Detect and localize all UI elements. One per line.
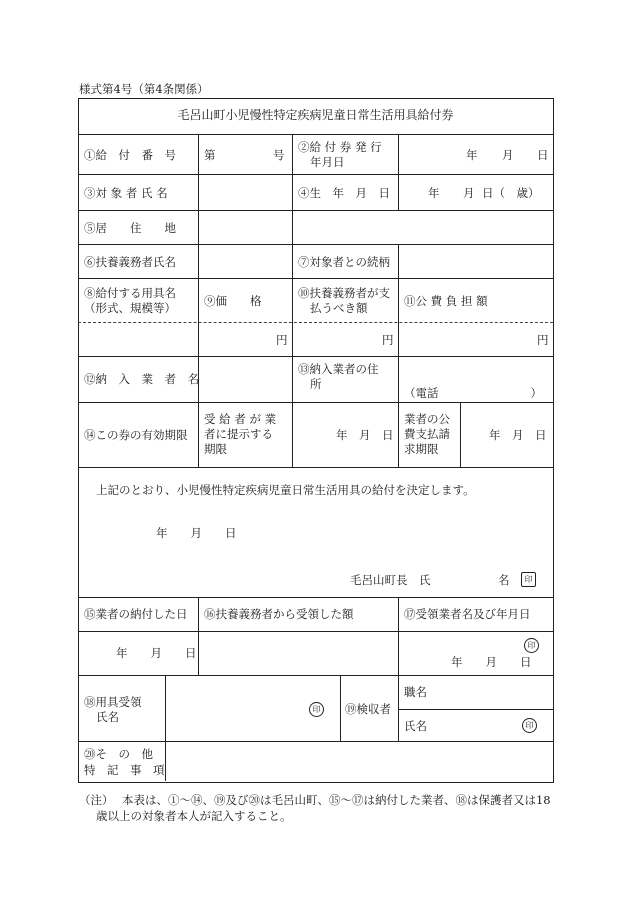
rule xyxy=(198,597,199,675)
label-supplier-address-2: 所 xyxy=(310,377,322,391)
form-number: 様式第4号（第4条関係） xyxy=(79,82,209,96)
rule xyxy=(78,631,553,632)
rule xyxy=(165,675,166,781)
seal-mark: 印 xyxy=(522,718,537,733)
dashed-rule xyxy=(78,322,553,323)
label-go: 号 xyxy=(273,148,285,162)
label-grant-number: ①給 付 番 号 xyxy=(84,148,176,162)
label-claim-deadline-1: 業者の公 xyxy=(404,412,450,426)
label-phone: （電話 ） xyxy=(404,386,542,400)
rule xyxy=(78,597,553,598)
rule xyxy=(78,134,553,135)
rule xyxy=(78,278,553,279)
rule xyxy=(78,174,553,175)
label-residence: ⑤居 住 地 xyxy=(84,221,176,235)
rule xyxy=(78,402,553,403)
rule xyxy=(398,675,399,741)
rule xyxy=(198,402,199,467)
rule xyxy=(292,134,293,467)
label-day-age: 日（ 歳） xyxy=(482,186,540,200)
form-title: 毛呂山町小児慢性特定疾病児童日常生活用具給付券 xyxy=(177,108,454,122)
label-receiving-supplier: ⑰受領業者名及び年月日 xyxy=(404,607,531,621)
seal-mark: 印 xyxy=(521,572,536,587)
label-guardian-pay-2: 払うべき額 xyxy=(310,301,368,315)
mayor-label: 毛呂山町長 氏 xyxy=(350,573,431,587)
decision-text: 上記のとおり、小児慢性特定疾病児童日常生活用具の給付を決定します。 xyxy=(96,483,475,497)
label-claim-deadline-2: 費支払請 xyxy=(404,427,450,441)
rule xyxy=(398,709,553,710)
label-other-2: 特 記 事 項 xyxy=(84,763,165,777)
yen-unit: 円 xyxy=(537,333,549,347)
label-month: 月 xyxy=(502,148,514,162)
label-present-deadline-3: 期限 xyxy=(204,442,227,456)
label-year: 年 xyxy=(466,148,478,162)
label-public-burden: ⑪公 費 負 担 額 xyxy=(404,294,488,308)
label-inspector-name: 氏名 xyxy=(404,719,427,733)
note-line-1: 本表は、①〜⑭、⑲及び⑳は毛呂山町、⑮〜⑰は納付した業者、⑱は保護者又は18 xyxy=(122,793,551,807)
label-year: 年 xyxy=(428,186,440,200)
label-supplier-address-1: ⑬納入業者の住 xyxy=(298,362,379,376)
label-issue-date-1: ②給 付 券 発 行 xyxy=(298,140,382,154)
rule xyxy=(78,356,553,357)
present-deadline-date: 年 月 日 xyxy=(336,428,394,442)
decision-date: 年 月 日 xyxy=(156,526,237,540)
seal-mark: 印 xyxy=(524,638,539,653)
claim-deadline-date: 年 月 日 xyxy=(489,428,547,442)
rule xyxy=(78,741,553,742)
rule xyxy=(398,597,399,675)
rule xyxy=(78,467,553,468)
mayor-name-label: 名 xyxy=(498,573,510,587)
rule xyxy=(398,134,399,210)
delivery-date: 年 月 日 xyxy=(116,646,197,660)
rule xyxy=(78,675,553,676)
label-other-1: ⑳そ の 他 xyxy=(84,747,153,761)
label-relationship: ⑦対象者との続柄 xyxy=(298,255,390,269)
note-label: （注） xyxy=(79,793,114,807)
label-job-title: 職名 xyxy=(404,685,427,699)
yen-unit: 円 xyxy=(382,333,394,347)
label-dai: 第 xyxy=(204,148,216,162)
note-line-2: 歳以上の対象者本人が記入すること。 xyxy=(96,809,292,823)
label-delivery-date: ⑮業者の納付した日 xyxy=(84,607,188,621)
label-price: ⑨価 格 xyxy=(204,294,262,308)
label-receiver-2: 氏名 xyxy=(96,710,119,724)
rule xyxy=(78,244,553,245)
label-receiver-1: ⑱用具受領 xyxy=(84,695,142,709)
label-day: 日 xyxy=(537,148,549,162)
label-month: 月 xyxy=(463,186,475,200)
label-validity: ⑭この券の有効期限 xyxy=(84,428,188,442)
label-present-deadline-2: 者に提示する xyxy=(204,427,273,441)
label-equipment-name-1: ⑧給付する用具名 xyxy=(84,286,176,300)
label-guardian-pay-1: ⑩扶養義務者が支 xyxy=(298,286,390,300)
rule xyxy=(460,402,461,467)
label-guardian-name: ⑥扶養義務者氏名 xyxy=(84,255,176,269)
rule xyxy=(198,134,199,402)
rule xyxy=(398,244,399,467)
rule xyxy=(340,675,341,741)
rule xyxy=(78,210,553,211)
label-received-amount: ⑯扶養義務者から受領した額 xyxy=(204,607,354,621)
label-inspector: ⑲検収者 xyxy=(345,702,391,716)
label-issue-date-2: 年月日 xyxy=(310,155,345,169)
label-equipment-name-2: （形式、規模等） xyxy=(84,301,176,315)
label-birthdate: ④生 年 月 日 xyxy=(298,186,390,200)
label-subject-name: ③対 象 者 氏 名 xyxy=(84,186,168,200)
label-claim-deadline-3: 求期限 xyxy=(404,442,439,456)
receipt-date: 年 月 日 xyxy=(451,655,532,669)
seal-mark: 印 xyxy=(309,702,324,717)
label-supplier-name: ⑫納 入 業 者 名 xyxy=(84,372,199,386)
label-present-deadline-1: 受 給 者 が 業 xyxy=(204,412,277,426)
yen-unit: 円 xyxy=(276,333,288,347)
